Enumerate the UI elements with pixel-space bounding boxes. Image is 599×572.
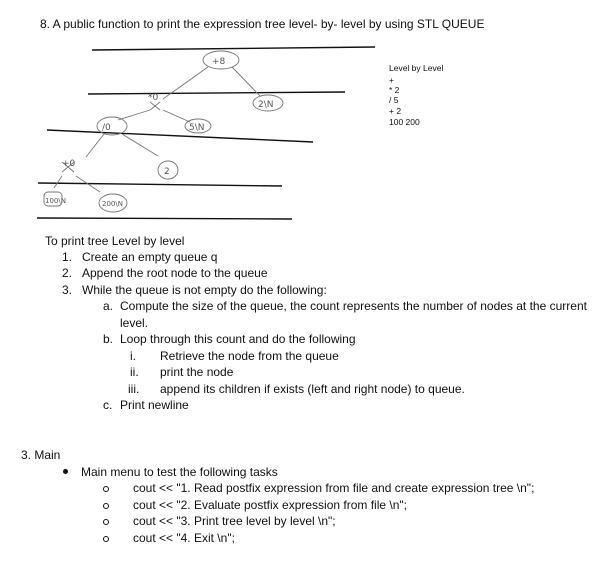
step-number: 1. <box>62 250 73 264</box>
sketch-node-200n: 200\N <box>102 200 123 208</box>
substep-label: b. <box>103 332 114 346</box>
tree-sketch <box>0 0 599 240</box>
circle-bullet <box>103 486 109 492</box>
section-heading: 8. A public function to print the expression tree level- by- level by using STL QUEUE <box>40 17 485 31</box>
sketch-node-100n: 100\N <box>45 197 66 205</box>
step-text: Create an empty queue q <box>82 250 218 264</box>
level-output-line: * 2 <box>389 85 400 95</box>
circle-bullet <box>103 536 109 542</box>
sketch-node-2: 2 <box>164 167 170 177</box>
sketch-node-root: +8 <box>212 57 226 67</box>
step-text: While the queue is not empty do the following: <box>82 283 327 297</box>
sketch-node-div: /0 <box>102 123 111 133</box>
menu-line: cout << "4. Exit \n"; <box>133 531 235 545</box>
sketch-node-plus: +0 <box>62 159 76 169</box>
level-output-line: + 2 <box>389 106 402 116</box>
level-output-title: Level by Level <box>389 63 444 73</box>
sketch-node-mult: *0 <box>148 93 159 103</box>
menu-line: cout << "3. Print tree level by level \n"; <box>133 514 336 528</box>
roman-text: append its children if exists (left and right node) to queue. <box>160 382 465 396</box>
level-output-line: + <box>389 75 394 85</box>
main-section-title: 3. Main <box>21 448 61 462</box>
circle-bullet <box>103 503 109 509</box>
substep-text: Compute the size of the queue, the count represents the number of nodes at the current <box>120 299 587 313</box>
roman-number: ii. <box>130 365 139 379</box>
bullet-dot <box>63 469 68 474</box>
sketch-node-2n: 2\N <box>258 100 274 110</box>
substep-text-cont: level. <box>120 316 149 330</box>
substep-label: a. <box>103 299 114 313</box>
sketch-node-5n: 5\N <box>189 123 205 133</box>
substep-text: Loop through this count and do the following <box>120 332 356 346</box>
step-number: 2. <box>62 266 73 280</box>
algorithm-title: To print tree Level by level <box>45 234 185 248</box>
roman-text: Retrieve the node from the queue <box>160 349 339 363</box>
roman-number: iii. <box>128 382 140 396</box>
menu-line: cout << "2. Evaluate postfix expression from file \n"; <box>133 498 407 512</box>
level-output-line: / 5 <box>389 95 399 105</box>
roman-number: i. <box>130 349 136 363</box>
roman-text: print the node <box>160 365 234 379</box>
menu-line: cout << "1. Read postfix expression from file and create expression tree \n"; <box>133 481 535 495</box>
circle-bullet <box>103 519 109 525</box>
substep-text: Print newline <box>120 398 189 412</box>
step-number: 3. <box>62 283 73 297</box>
substep-label: c. <box>103 398 113 412</box>
bullet-text: Main menu to test the following tasks <box>81 465 278 479</box>
level-output-line: 100 200 <box>389 117 420 127</box>
step-text: Append the root node to the queue <box>82 266 268 280</box>
